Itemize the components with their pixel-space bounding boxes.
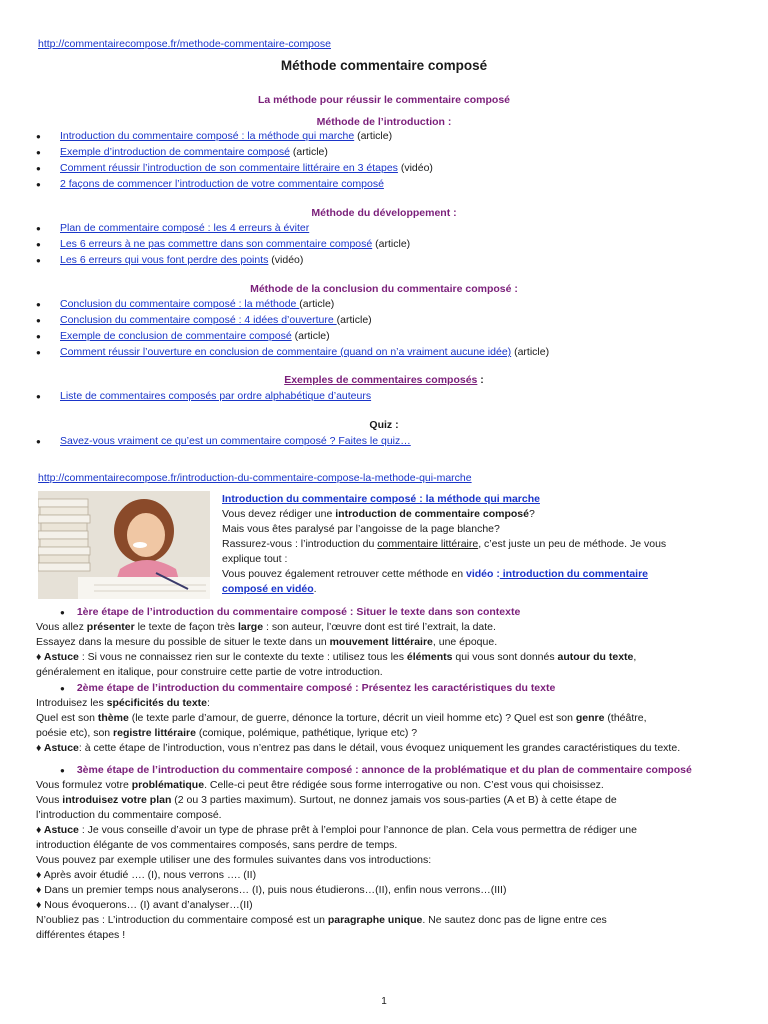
step2-heading: ● 2ème étape de l’introduction du commentaire composé : Présentez les caractéristiques du texte: [60, 682, 556, 694]
dev-section-heading: Méthode du développement :: [311, 207, 457, 219]
list-item: ● Comment réussir l’introduction de son commentaire littéraire en 3 étapes (vidéo): [36, 161, 433, 177]
list-item: [36, 221, 410, 237]
list-item: [36, 389, 371, 405]
intro-link-4[interactable]: 2 façons de commencer l’introduction de votre commentaire composé: [60, 178, 384, 190]
dev-links-list: [36, 221, 410, 269]
intro-links-list: [36, 129, 433, 193]
step3-heading: ● 3ème étape de l’introduction du commentaire composé : annonce de la problématique et du plan de commentaire composé: [60, 764, 692, 776]
list-item: ● Comment réussir l’ouverture en conclusion de commentaire (quand on n’a vraiment aucune idée) (article): [36, 345, 549, 361]
step3-body: Vous formulez votre problématique. Celle-ci peut être rédigée sous forme interrogative ou non. C’est vous qui choisissez. Vous introduisez votre plan (2 ou 3 parties maximum). Surtout, ne donnez jamais vos sous-parties (A et B) à cette étape de l’introduction du commentaire composé. ♦ Astuce : Je vous conseille d’avoir un type de phrase prêt à l’emploi pour l’annonce de plan. Cela vous permettra de rédiger une introduction élégante de vos commentaires composés, sans perdre de temps. Vous pouvez par exemple utiliser une des formules suivantes dans vos introductions: ♦ Après avoir étudié …. (I), nous verrons …. (II) ♦ Dans un premier temps nous analyserons… (I), puis nous étudierons…(II), enfin nous verrons…(III) ♦ Nous évoquerons… (I) avant d’analyser…(II) N’oubliez pas : L’introduction du commentaire composé est un paragraphe unique. Ne sautez donc pas de ligne entre ces différentes étapes !: [36, 779, 637, 941]
examples-section-heading: Exemples de commentaires composés :: [284, 374, 484, 386]
intro-link-3[interactable]: Comment réussir l’introduction de son commentaire littéraire en 3 étapes: [60, 162, 398, 174]
page-number: 1: [381, 996, 387, 1007]
article-intro: [222, 492, 732, 597]
source-url-link[interactable]: http://commentairecompose.fr/methode-commentaire-compose: [38, 38, 331, 50]
intro-section-heading: Méthode de l’introduction :: [316, 116, 452, 128]
intro-link-1[interactable]: Introduction du commentaire composé : la méthode qui marche: [60, 130, 355, 142]
list-item: [36, 434, 411, 450]
student-photo-illustration: [38, 491, 210, 599]
intro-link-2[interactable]: Exemple d’introduction de commentaire composé: [60, 146, 290, 158]
step1-heading: ● 1ère étape de l’introduction du commentaire composé : Situer le texte dans son contexte: [60, 606, 521, 618]
dev-link-2[interactable]: Les 6 erreurs à ne pas commettre dans son commentaire composé: [60, 238, 373, 250]
video-link[interactable]: introduction du commentaire: [499, 568, 649, 580]
page-title: Méthode commentaire composé: [280, 58, 488, 73]
article-line: Rassurez-vous : l’introduction du commentaire littéraire, c’est juste un peu de méthode. Je vous: [222, 538, 667, 550]
step1-body: Vous allez présenter le texte de façon très large : son auteur, l’œuvre dont est tiré l’extrait, la date. Essayez dans la mesure du possible de situer le texte dans un mouvement littéraire, une époque. ♦ Astuce : Si vous ne connaissez rien sur le contexte du texte : utilisez tous les éléments qui vous sont donnés autour du texte, généralement en italique, pour construire cette partie de votre introduction.: [36, 621, 637, 678]
list-item: ● Exemple d’introduction de commentaire composé (article): [36, 145, 433, 161]
list-item: ● Introduction du commentaire composé : la méthode qui marche (article): [36, 129, 433, 145]
examples-heading-link[interactable]: Exemples de commentaires composés: [284, 374, 478, 386]
list-item: ● Exemple de conclusion de commentaire composé (article): [36, 329, 549, 345]
list-item: ● Les 6 erreurs à ne pas commettre dans son commentaire composé (article): [36, 237, 410, 253]
concl-link-4[interactable]: Comment réussir l’ouverture en conclusion de commentaire (quand on n’a vraiment aucune idée): [60, 346, 512, 358]
examples-links-list: [36, 389, 371, 405]
examples-link-1[interactable]: Liste de commentaires composés par ordre alphabétique d’auteurs: [60, 390, 372, 402]
quiz-link-1[interactable]: Savez-vous vraiment ce qu’est un commentaire composé ? Faites le quiz…: [60, 435, 411, 447]
concl-link-3[interactable]: Exemple de conclusion de commentaire composé: [60, 330, 292, 342]
concl-link-2[interactable]: Conclusion du commentaire composé : 4 idées d’ouverture: [60, 314, 337, 326]
list-item: [36, 177, 433, 193]
article-title-link[interactable]: Introduction du commentaire composé : la méthode qui marche: [222, 493, 540, 505]
conclusion-links-list: [36, 297, 549, 361]
conclusion-section-heading: Méthode de la conclusion du commentaire composé :: [250, 283, 518, 295]
quiz-heading: Quiz :: [369, 419, 399, 431]
student-photo-image: [38, 491, 210, 599]
article-line: composé en vidéo.: [222, 583, 317, 595]
quiz-links-list: [36, 434, 411, 450]
list-item: ● Conclusion du commentaire composé : 4 idées d’ouverture (article): [36, 313, 549, 329]
article-line: Mais vous êtes paralysé par l’angoisse de la page blanche?: [222, 523, 500, 535]
dev-link-3[interactable]: Les 6 erreurs qui vous font perdre des points: [60, 254, 269, 266]
list-item: ● Conclusion du commentaire composé : la méthode (article): [36, 297, 549, 313]
concl-link-1[interactable]: Conclusion du commentaire composé : la méthode: [60, 298, 300, 310]
article-line: Vous devez rédiger une introduction de commentaire composé?: [222, 508, 535, 520]
article-url-link[interactable]: http://commentairecompose.fr/introduction-du-commentaire-compose-la-methode-qui-marche: [38, 472, 472, 484]
step2-body: Introduisez les spécificités du texte: Quel est son thème (le texte parle d’amour, de guerre, dénonce la torture, décrit un vieil homme etc) ? Quel est son genre (théâtre, poésie etc), son registre littéraire (comique, polémique, pathétique, lyrique etc) ? ♦ Astuce: à cette étape de l’introduction, vous n’entrez pas dans le détail, vous évoquez uniquement les grandes caractéristiques du texte.: [36, 697, 681, 754]
article-line: explique tout :: [222, 553, 288, 565]
video-link-cont[interactable]: composé en vidéo: [222, 583, 314, 595]
article-line: Vous pouvez également retrouver cette méthode en vidéo : introduction du commentaire: [222, 568, 649, 580]
subtitle: La méthode pour réussir le commentaire composé: [257, 94, 511, 106]
list-item: ● Les 6 erreurs qui vous font perdre des points (vidéo): [36, 253, 410, 269]
dev-link-1[interactable]: Plan de commentaire composé : les 4 erreurs à éviter: [60, 222, 310, 234]
